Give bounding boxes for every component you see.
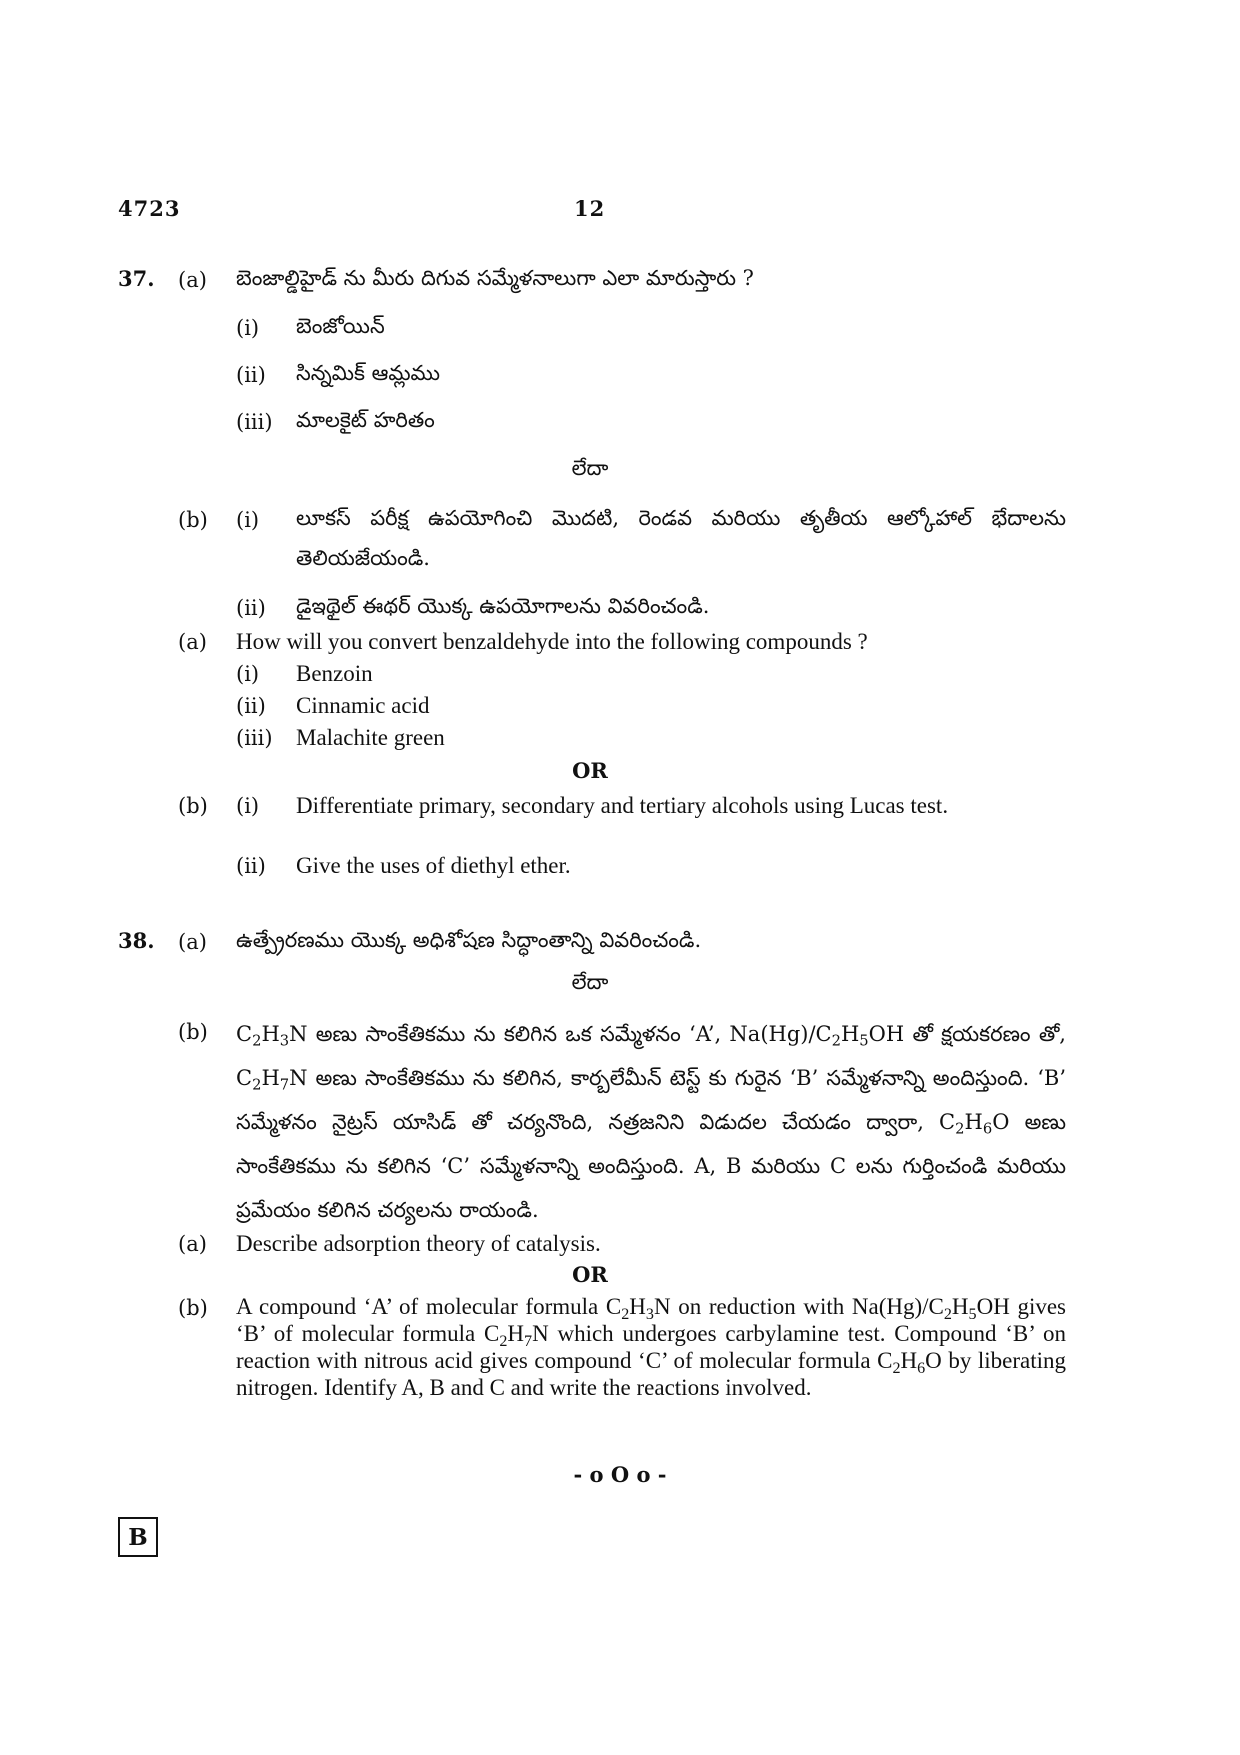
item-text-telugu: సిన్నమిక్ ఆమ్లము xyxy=(296,361,441,385)
item-label: (i) xyxy=(236,662,260,686)
part-label: (b) xyxy=(178,508,208,532)
item-label: (ii) xyxy=(236,854,266,878)
question-text-english: A compound ‘A’ of molecular formula $C_2H_3N$ on reduction with $Na(Hg)/C_2H_5OH$ gives ‘B’ of molecular formula $C_2H_7N$ which undergoes carbylamine test. Compound ‘B’ on reaction with nitrous acid gives compound ‘C’ of molecular formula $C_2H_6O$ by liberating nitrogen. Identify A, B and C and write the reactions involved. xyxy=(236,1294,1067,1400)
question-text-english: How will you convert benzaldehyde into the following compounds ? xyxy=(236,629,868,654)
item-text-telugu: లూకస్ పరీక్ష ఉపయోగించి మొదటి, రెండవ మరియు తృతీయ ఆల్కోహాల్ భేదాలను తెలియజేయండి. xyxy=(296,506,1066,570)
question-number: 38. xyxy=(118,928,155,953)
item-text-english: Cinnamic acid xyxy=(296,693,430,718)
item-label: (iii) xyxy=(236,726,273,750)
item-text-english: Benzoin xyxy=(296,661,373,686)
item-label: (i) xyxy=(236,794,260,818)
item-text-english: Differentiate primary, secondary and tertiary alcohols using Lucas test. xyxy=(296,793,949,818)
item-label: (iii) xyxy=(236,410,273,434)
item-text-english: Give the uses of diethyl ether. xyxy=(296,853,571,878)
or-divider-telugu: లేదా xyxy=(571,456,609,480)
part-label: (b) xyxy=(178,1296,208,1320)
part-label: (a) xyxy=(178,268,207,292)
or-divider-telugu: లేదా xyxy=(571,970,609,994)
item-label: (ii) xyxy=(236,596,266,620)
question-number: 37. xyxy=(118,266,155,291)
part-label: (a) xyxy=(178,930,207,954)
part-label: (b) xyxy=(178,794,208,818)
item-label: (i) xyxy=(236,508,260,532)
part-label: (a) xyxy=(178,630,207,654)
item-label: (i) xyxy=(236,316,260,340)
page-number: 12 xyxy=(574,196,606,221)
or-divider-english: OR xyxy=(572,1262,608,1287)
item-label: (ii) xyxy=(236,694,266,718)
item-text-telugu: మాలకైట్ హరితం xyxy=(296,408,435,432)
question-text-telugu: ఉత్ప్రేరణము యొక్క అధిశోషణ సిద్ధాంతాన్ని వివరించండి. xyxy=(236,928,702,952)
question-text-english: Describe adsorption theory of catalysis. xyxy=(236,1231,601,1256)
or-divider-english: OR xyxy=(572,758,608,783)
item-text-english: Malachite green xyxy=(296,725,445,750)
end-of-paper-mark: - o O o - xyxy=(573,1462,667,1487)
set-code-box: B xyxy=(118,1517,158,1557)
part-label: (a) xyxy=(178,1232,207,1256)
question-text-telugu: బెంజాల్డిహైడ్ ను మీరు దిగువ సమ్మేళనాలుగా ఎలా మారుస్తారు ? xyxy=(236,266,754,290)
paper-code: 4723 xyxy=(118,196,181,221)
part-label: (b) xyxy=(178,1020,208,1044)
item-label: (ii) xyxy=(236,363,266,387)
item-text-telugu: బెంజోయిన్ xyxy=(296,314,385,338)
item-text-telugu: డైఇథైల్ ఈథర్ యొక్క ఉపయోగాలను వివరించండి. xyxy=(296,594,710,618)
question-text-telugu: $C_2H_3N$ అణు సాంకేతికము ను కలిగిన ఒక సమ్మేళనం ‘A’, $Na(Hg)/C_2H_5OH$ తో క్షయకరణం తో, $C_2H_7N$ అణు సాంకేతికము ను కలిగిన, కార్బలేమీన్ టెస్ట్ కు గురైన ‘B’ సమ్మేళనాన్ని అందిస్తుంది. ‘B’ సమ్మేళనం నైట్రస్ యాసిడ్ తో చర్యనొంది, నత్రజనిని విడుదల చేయడం ద్వారా, $C_2H_6O$ అణు సాంకేతికము ను కలిగిన ‘C’ సమ్మేళనాన్ని అందిస్తుంది. A, B మరియు C లను గుర్తించండి మరియు ప్రమేయం కలిగిన చర్యలను రాయండి. xyxy=(236,1022,1066,1222)
